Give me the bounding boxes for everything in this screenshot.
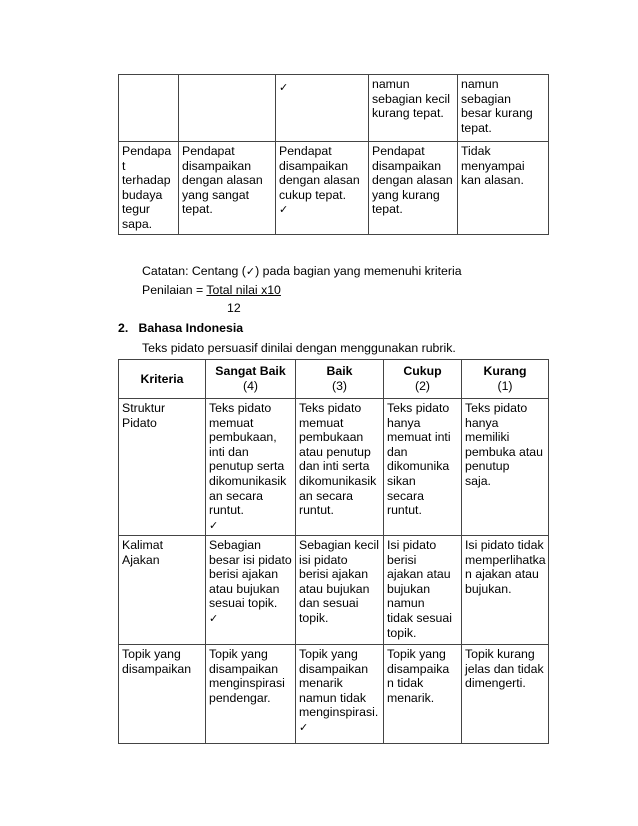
- table-cell: [369, 142, 458, 235]
- table-cell: [276, 142, 369, 235]
- table-cell: [119, 142, 179, 235]
- table-cell: [296, 399, 384, 536]
- table-cell: [384, 399, 462, 536]
- cell-text: Topik yang disampaikan menginspirasi pendengar.: [209, 647, 285, 705]
- check-icon: ✓: [209, 611, 219, 625]
- check-icon: ✓: [299, 720, 309, 734]
- table-cell: [296, 645, 384, 744]
- table-row: [119, 536, 549, 645]
- table-cell: [119, 536, 206, 645]
- column-header-score: (2): [414, 379, 431, 393]
- cell-text: Teks pidato hanya memiliki pembuka atau penutup saja.: [465, 401, 543, 488]
- column-header-label: Kurang: [483, 364, 527, 379]
- table-cell: [179, 75, 276, 142]
- column-header: [296, 360, 384, 399]
- section-title: Bahasa Indonesia: [138, 321, 244, 335]
- column-header-label: Cukup: [403, 364, 442, 379]
- table-row: [119, 142, 549, 235]
- table-cell: [458, 142, 549, 235]
- penilaian-formula-denominator: 12: [227, 301, 241, 315]
- table-cell: [384, 536, 462, 645]
- table-cell: [119, 399, 206, 536]
- column-header: [119, 360, 206, 399]
- check-icon: ✓: [245, 265, 256, 278]
- cell-text: Pendapat disampaikan dengan alasan cukup tepat.: [279, 144, 360, 202]
- cell-text: Pendapa t terhadap budaya tegur sapa.: [122, 144, 172, 231]
- penilaian-formula-numerator: Total nilai x10: [206, 283, 281, 297]
- cell-text: Tidak menyampai kan alasan.: [461, 144, 525, 188]
- table-row: [119, 645, 549, 744]
- table-cell: [206, 399, 296, 536]
- cell-text: Teks pidato memuat pembukaan, inti dan penutup serta dikomunikasik an secara runtut.: [209, 401, 287, 518]
- cell-text: Kalimat Ajakan: [122, 538, 164, 567]
- rubric-table-continued: [118, 74, 549, 235]
- table-cell: [119, 75, 179, 142]
- cell-text: Topik yang disampaika n tidak menarik.: [387, 647, 450, 705]
- table-cell: [462, 645, 549, 744]
- cell-text: Isi pidato berisi ajakan atau bujukan namun tidak sesuai topik.: [387, 538, 452, 640]
- table-row: [119, 75, 549, 142]
- column-header: [206, 360, 296, 399]
- cell-text: Teks pidato memuat pembukaan atau penutup dan inti serta dikomunikasik an secara runtut.: [299, 401, 377, 518]
- cell-text: Sebagian kecil isi pidato berisi ajakan atau bujukan dan sesuai topik.: [299, 538, 379, 625]
- section-heading: [118, 321, 243, 335]
- column-header-score: (1): [497, 379, 513, 393]
- cell-text: namun sebagian kecil kurang tepat.: [372, 77, 450, 121]
- check-icon: ✓: [279, 81, 289, 94]
- cell-text: Struktur Pidato: [122, 401, 166, 430]
- cell-text: Topik yang disampaikan menarik namun tidak menginspirasi.: [299, 647, 379, 720]
- cell-text: Topik yang disampaikan: [122, 647, 192, 676]
- table-cell: [462, 536, 549, 645]
- table-cell: [458, 75, 549, 142]
- table-header-row: [119, 360, 549, 399]
- table-cell: [369, 75, 458, 142]
- column-header: [384, 360, 462, 399]
- table-cell: [276, 75, 369, 142]
- cell-text: Sebagian besar isi pidato berisi ajakan atau bujukan sesuai topik.: [209, 538, 292, 611]
- check-icon: ✓: [209, 518, 219, 532]
- cell-text: Isi pidato tidak memperlihatka n ajakan atau bujukan.: [465, 538, 546, 596]
- column-header-label: Baik: [326, 364, 353, 379]
- rubric-table-bahasa-indonesia: [118, 359, 549, 744]
- table-cell: [206, 645, 296, 744]
- column-header-score: (3): [331, 379, 348, 393]
- table-cell: [462, 399, 549, 536]
- cell-text: namun sebagian besar kurang tepat.: [461, 77, 533, 135]
- section-intro: Teks pidato persuasif dinilai dengan menggunakan rubrik.: [142, 341, 456, 355]
- note-catatan: Catatan: Centang (✓) pada bagian yang memenuhi kriteria: [142, 264, 462, 278]
- table-cell: [179, 142, 276, 235]
- table-cell: [119, 645, 206, 744]
- table-cell: [296, 536, 384, 645]
- column-header-score: (4): [242, 379, 259, 393]
- section-number: 2.: [118, 321, 129, 335]
- cell-text: Pendapat disampaikan dengan alasan yang kurang tepat.: [372, 144, 453, 217]
- column-header-label: Kriteria: [140, 371, 184, 386]
- cell-text: Teks pidato hanya memuat inti dan dikomunika sikan secara runtut.: [387, 401, 451, 518]
- note-penilaian: Penilaian = Total nilai x10: [142, 283, 281, 297]
- column-header: [462, 360, 549, 399]
- check-icon: ✓: [279, 203, 289, 217]
- cell-text: Topik kurang jelas dan tidak dimengerti.: [465, 647, 544, 691]
- column-header-label: Sangat Baik: [215, 364, 286, 379]
- table-cell: [206, 536, 296, 645]
- table-row: [119, 399, 549, 536]
- cell-text: Pendapat disampaikan dengan alasan yang sangat tepat.: [182, 144, 263, 217]
- table-cell: [384, 645, 462, 744]
